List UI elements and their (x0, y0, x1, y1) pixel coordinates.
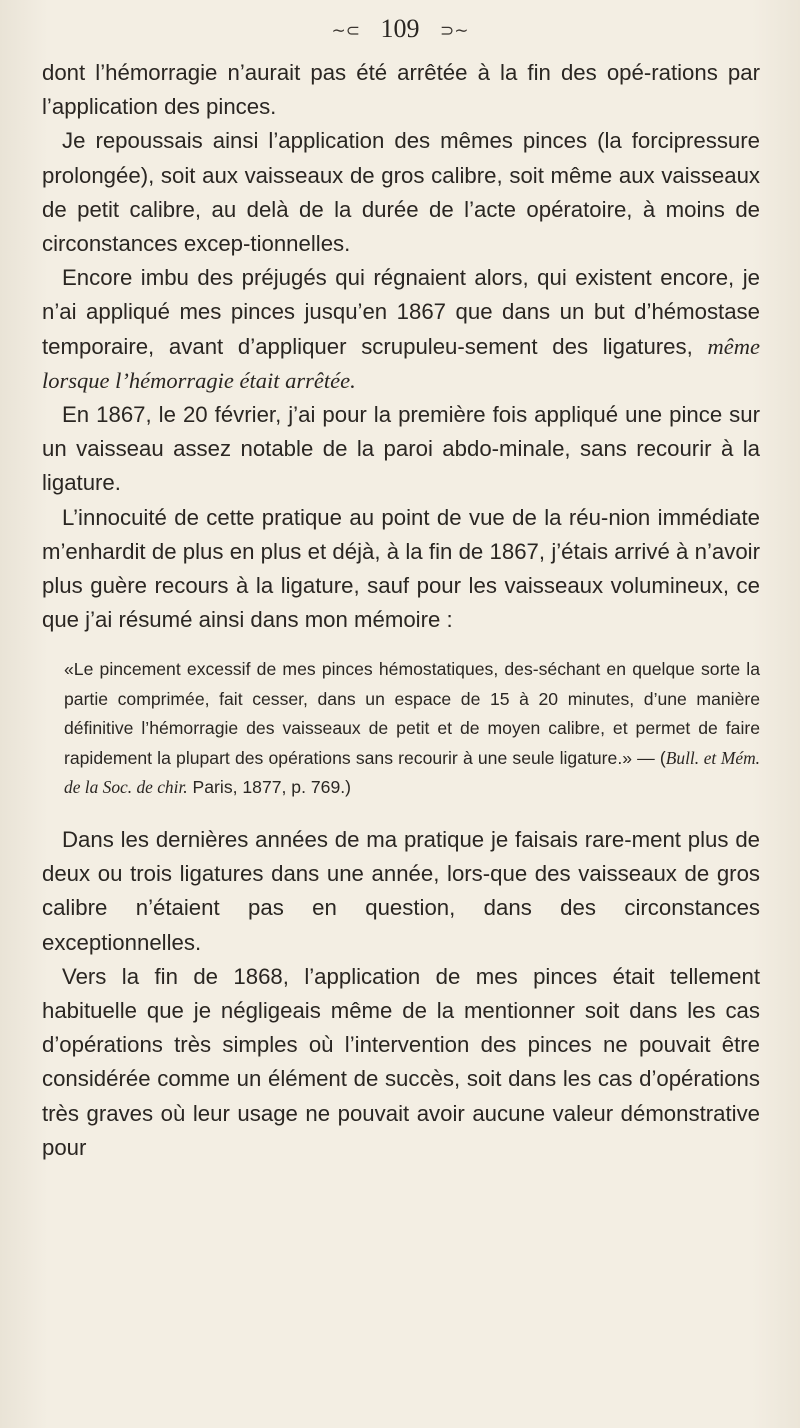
paragraph-continuation: dont l’hémorragie n’aurait pas été arrêtée à la fin des opé-rations par l’application des pinces. (42, 60, 760, 120)
paragraph-1867: En 1867, le 20 février, j’ai pour la première fois appliqué une pince sur un vaisseau assez notable de la paroi abdo-minale, sans recourir à la ligature. (42, 402, 760, 496)
paragraph-prejudices (42, 261, 760, 398)
ornament-right-icon: ⊃∼ (440, 21, 469, 41)
quote-text: «Le pincement excessif de mes pinces hémostatiques, des-séchant en quelque sorte la partie comprimée, fait cesser, dans un espace de 15 à 20 minutes, d’une manière définitive l’hémorragie des vaisseaux de petit et de moyen calibre, et permet de faire rapidement la plupart des opérations sans recourir à une seule ligature.» — ( (64, 659, 760, 768)
page-number: 109 (380, 14, 420, 43)
block-quote (42, 655, 760, 803)
page-body (42, 56, 760, 1165)
paragraph-1868: Vers la fin de 1868, l’application de mes pinces était tellement habituelle que je négligeais même de la mentionner soit dans les cas d’opérations très simples où l’intervention des pinces ne pouvait être considérée comme un élément de succès, soit dans les cas d’opérations très graves où leur usage ne pouvait avoir aucune valeur démonstrative pour (42, 963, 760, 1160)
quote-citation-journal: Bull. et Mém. de la Soc. de chir. (64, 747, 760, 798)
paragraph-last-years: Dans les dernières années de ma pratique je faisais rare-ment plus de deux ou trois ligatures dans une année, lors-que des vaisseaux de gros calibre n’étaient pas en question, dans des circonstances exceptionnelles. (42, 826, 760, 955)
emphasis-text: même lorsque l’hémorragie était arrêtée. (42, 333, 760, 393)
paragraph-forcipressure: Je repoussais ainsi l’application des mêmes pinces (la forcipressure prolongée), soit aux vaisseaux de gros calibre, soit même aux vaisseaux de petit calibre, au delà de la durée de l’acte opératoire, à moins de circonstances excep-tionnelles. (42, 128, 760, 257)
page-header (0, 14, 800, 44)
quote-citation-rest: Paris, 1877, p. 769.) (192, 777, 351, 798)
paragraph-prejudices-text: Encore imbu des préjugés qui régnaient alors, qui existent encore, je n’ai appliqué mes pinces jusqu’en 1867 que dans un but d’hémostase temporaire, avant d’appliquer scrupuleu-sement des ligatures, (42, 265, 760, 359)
paragraph-innocuity: L’innocuité de cette pratique au point de vue de la réu-nion immédiate m’enhardit de plus en plus et déjà, à la fin de 1867, j’étais arrivé à n’avoir plus guère recours à la ligature, sauf pour les vaisseaux volumineux, ce que j’ai résumé ainsi dans mon mémoire : (42, 504, 760, 633)
ornament-left-icon: ∼⊂ (331, 21, 360, 41)
